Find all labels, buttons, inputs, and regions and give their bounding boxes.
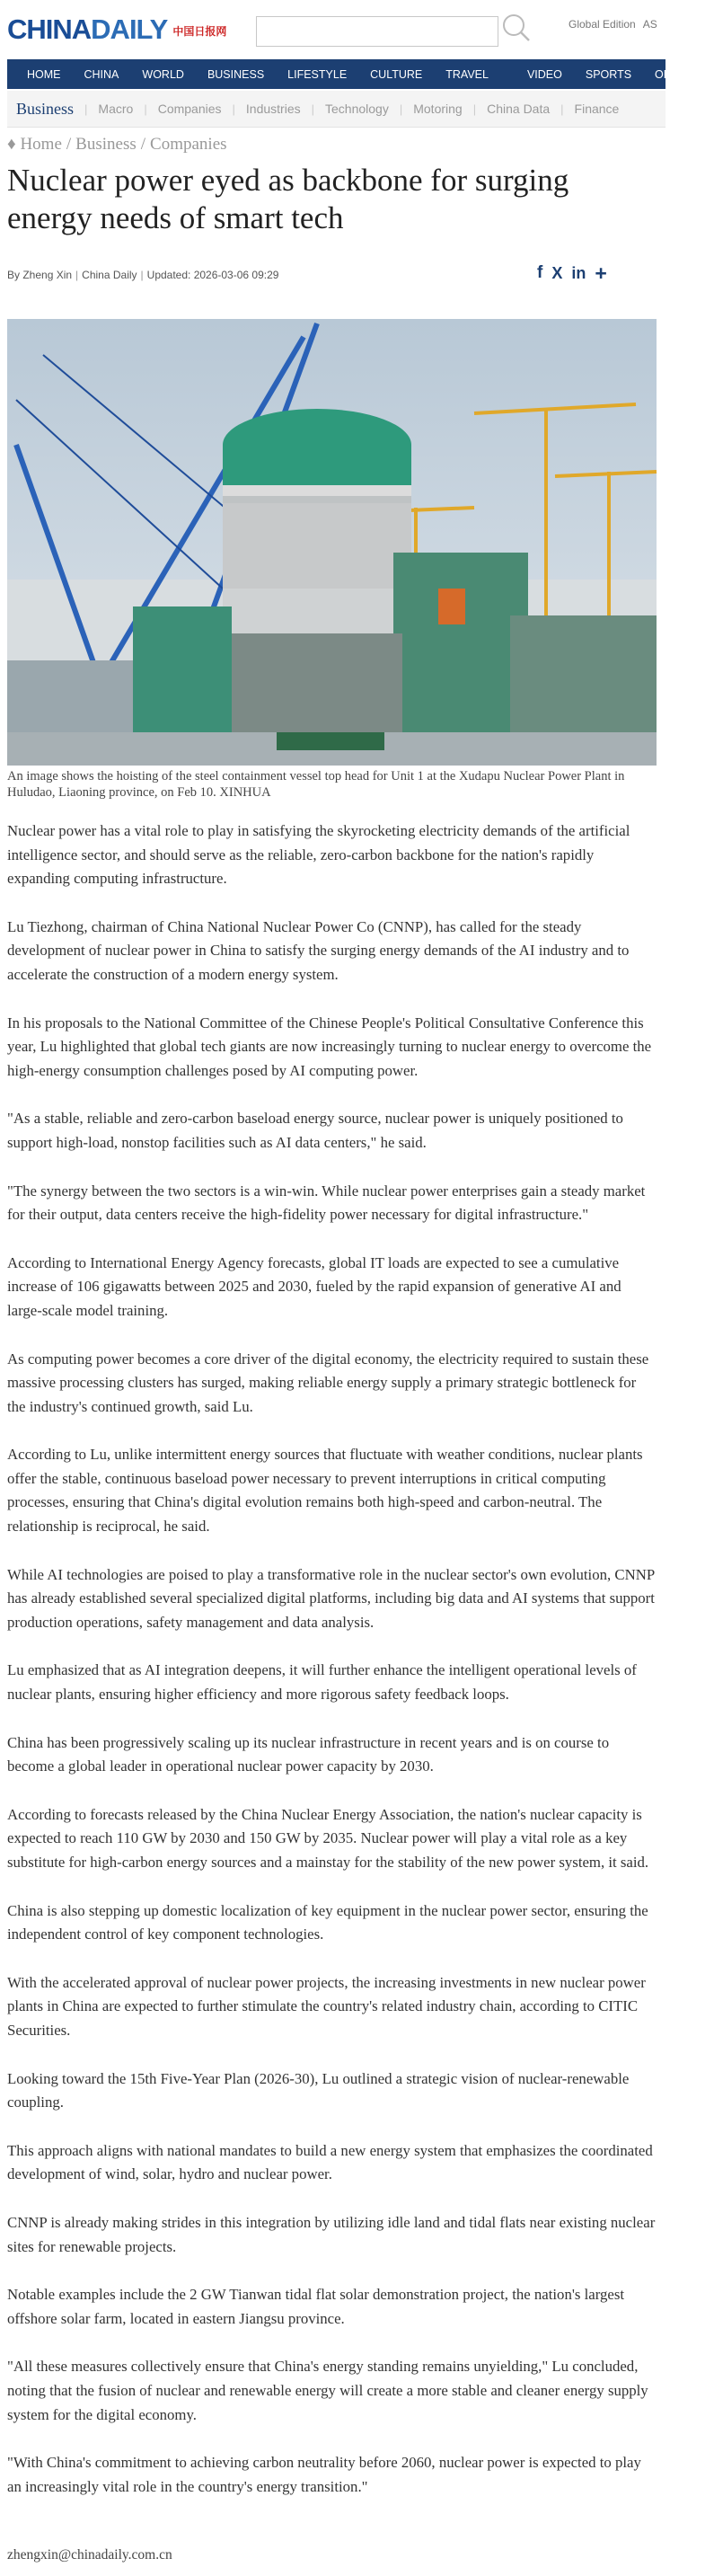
subnav-item-companies[interactable]: Companies xyxy=(157,102,222,116)
byline-source: China Daily xyxy=(82,269,137,281)
article-paragraph: According to International Energy Agency forecasts, global IT loads are expected to see a cumulative increase of 106 gigawatts between 2025 and 2030, fueled by the rapid expansion of generative AI and large-scale model training. xyxy=(7,1253,621,1319)
subnav-separator: | xyxy=(84,102,88,116)
byline-updated: Updated: 2026-03-06 09:29 xyxy=(146,269,279,281)
article-paragraph: This approach aligns with national mandates to build a new energy system that emphasizes the coordinated development of wind, solar, hydro and nuclear power. xyxy=(7,2141,653,2183)
subnav-separator: | xyxy=(311,102,315,116)
article-photo xyxy=(7,319,657,766)
article-paragraph: According to Lu, unlike intermittent energy sources that fluctuate with weather conditions, nuclear plants offer the stable, continuous baseload power necessary to prevent interruptions in critical computing processes, ensuring that China's digital evolution remains both high-speed and carbon-neutral. The relationship is reciprocal, he said. xyxy=(7,1446,643,1536)
article-paragraph: With the accelerated approval of nuclear power projects, the increasing investments in new nuclear power plants in China are expected to further stimulate the country's related industry chain, according to CITIC Securities. xyxy=(7,1973,646,2039)
site-logo[interactable]: CHINADAILY 中国日报网 xyxy=(7,13,227,45)
article-body xyxy=(7,819,656,2523)
subnav-separator: | xyxy=(144,102,147,116)
nav-item-opinion[interactable]: OPINION xyxy=(655,67,702,81)
search-icon[interactable] xyxy=(501,13,532,43)
subnav-active-business[interactable]: Business xyxy=(16,99,75,118)
nav-item-lifestyle[interactable]: LIFESTYLE xyxy=(287,67,348,81)
photo-caption: An image shows the hoisting of the steel containment vessel top head for Unit 1 at the Xudapu Nuclear Power Plant in Huludao, Liaoning province, on Feb 10. XINHUA xyxy=(7,769,625,800)
nav-item-travel[interactable]: TRAVEL xyxy=(445,67,489,81)
article-paragraph: Lu Tiezhong, chairman of China National Nuclear Power Co (CNNP), has called for the steady development of nuclear power in China to satisfy the surging energy demands of the AI industry and to accelerate the construction of a modern energy system. xyxy=(7,917,630,983)
subnav-separator: | xyxy=(472,102,477,116)
nav-item-home[interactable]: HOME xyxy=(27,67,61,81)
subnav-separator: | xyxy=(232,102,235,116)
subnav-item-industries[interactable]: Industries xyxy=(245,102,301,116)
nav-item-china[interactable]: CHINA xyxy=(84,67,119,81)
article-paragraph: "With China's commitment to achieving carbon neutrality before 2060, nuclear power is expected to play an increasingly vital role in the country's energy transition." xyxy=(7,2454,641,2495)
article-paragraph: "As a stable, reliable and zero-carbon baseload energy source, nuclear power is uniquely positioned to support high-load, nonstop facilities such as AI data centers," he said. xyxy=(7,1110,623,1151)
article-paragraph: Nuclear power has a vital role to play in satisfying the skyrocketing electricity demands of the artificial intelligence sector, and should serve as the reliable, zero-carbon backbone for the nation's rapidly expanding computing infrastructure. xyxy=(7,822,630,888)
article-paragraph: "All these measures collectively ensure that China's energy standing remains unyielding," Lu concluded, noting that the fusion of nuclear and renewable energy will create a more stable and cleaner energy supply system for the digital economy. xyxy=(7,2358,648,2423)
article-paragraph: Notable examples include the 2 GW Tianwan tidal flat solar demonstration project, the nation's largest offshore solar farm, located in eastern Jiangsu province. xyxy=(7,2286,625,2327)
author-email[interactable]: zhengxin@chinadaily.com.cn xyxy=(7,2547,172,2563)
article-paragraph: Lu emphasized that as AI integration deepens, it will further enhance the intelligent operational levels of nuclear plants, ensuring higher efficiency and more rigorous safety feedback loops. xyxy=(7,1661,637,1704)
article-title: Nuclear power eyed as backbone for surging energy needs of smart tech xyxy=(7,163,569,235)
subnav-item-motoring[interactable]: Motoring xyxy=(413,102,463,116)
facebook-icon[interactable]: f xyxy=(537,263,543,282)
subnav-separator: | xyxy=(399,102,403,116)
breadcrumb: ♦ Home / Business / Companies xyxy=(7,135,227,154)
article-paragraph: China is also stepping up domestic localization of key equipment in the nuclear power sector, ensuring the independent control of key component technologies. xyxy=(7,1901,648,1943)
section-subnav xyxy=(7,91,666,128)
article-paragraph: China has been progressively scaling up its nuclear infrastructure in recent years and is on course to become a global leader in operational nuclear power capacity by 2030. xyxy=(7,1733,610,1775)
nav-item-culture[interactable]: CULTURE xyxy=(370,67,423,81)
main-nav xyxy=(7,59,702,89)
nav-item-sports[interactable]: SPORTS xyxy=(585,67,632,81)
breadcrumb-home[interactable]: Home xyxy=(20,135,62,154)
edition-selector[interactable]: Global Edition AS xyxy=(569,18,657,31)
article-paragraph: CNNP is already making strides in this integration by utilizing idle land and tidal flats near existing nuclear sites for renewable projects. xyxy=(7,2213,656,2255)
subnav-separator: | xyxy=(560,102,564,116)
share-bar xyxy=(537,262,616,284)
article-paragraph: Looking toward the 15th Five-Year Plan (2026-30), Lu outlined a strategic vision of nuclear-renewable coupling. xyxy=(7,2069,630,2111)
plus-icon[interactable]: + xyxy=(595,261,607,285)
article-paragraph: According to forecasts released by the China Nuclear Energy Association, the nation's nuclear capacity is expected to reach 110 GW by 2030 and 150 GW by 2035. Nuclear power will play a vital role as a key substitute for high-carbon energy sources and a mainstay for the stability of the new power system, it said. xyxy=(7,1805,649,1871)
nav-item-video[interactable]: VIDEO xyxy=(526,67,562,81)
breadcrumb-business[interactable]: Business xyxy=(75,135,137,154)
article-paragraph: "The synergy between the two sectors is a win-win. While nuclear power enterprises gain a steady market for their output, data centers receive the high-fidelity power necessary for digital infrastructure." xyxy=(7,1182,646,1224)
linkedin-icon[interactable]: in xyxy=(571,264,586,282)
article-paragraph: In his proposals to the National Committee of the Chinese People's Political Consultative Conference this year, Lu highlighted that global tech giants are now increasingly turning to nuclear energy to overcome the high-energy consumption challenges posed by AI computing power. xyxy=(7,1014,652,1079)
subnav-item-technology[interactable]: Technology xyxy=(325,102,389,116)
nav-item-business[interactable]: BUSINESS xyxy=(207,67,265,81)
subnav-item-china-data[interactable]: China Data xyxy=(487,102,551,116)
article-paragraph: While AI technologies are poised to play a transformative role in the nuclear sector's own evolution, CNNP has already established several specialized digital platforms, including big data and AI systems that support production operations, safety management and data analysis. xyxy=(7,1565,655,1631)
search-input[interactable] xyxy=(256,16,498,47)
site-header xyxy=(0,0,666,58)
nav-item-world[interactable]: WORLD xyxy=(142,67,184,81)
byline-author: By Zheng Xin xyxy=(7,269,73,281)
subnav-item-finance[interactable]: Finance xyxy=(574,102,620,116)
article-byline: By Zheng Xin | China Daily | Updated: 2026-03-06 09:29 xyxy=(7,269,279,281)
subnav-item-macro[interactable]: Macro xyxy=(98,102,134,116)
article-paragraph: As computing power becomes a core driver of the digital economy, the electricity required to sustain these massive processing clusters has surged, making reliable energy supply a primary strategic bottleneck for the industry's continued growth, said Lu. xyxy=(7,1350,649,1415)
home-icon: ♦ xyxy=(7,135,16,154)
x-icon[interactable]: X xyxy=(551,264,563,282)
breadcrumb-companies[interactable]: Companies xyxy=(150,135,227,154)
